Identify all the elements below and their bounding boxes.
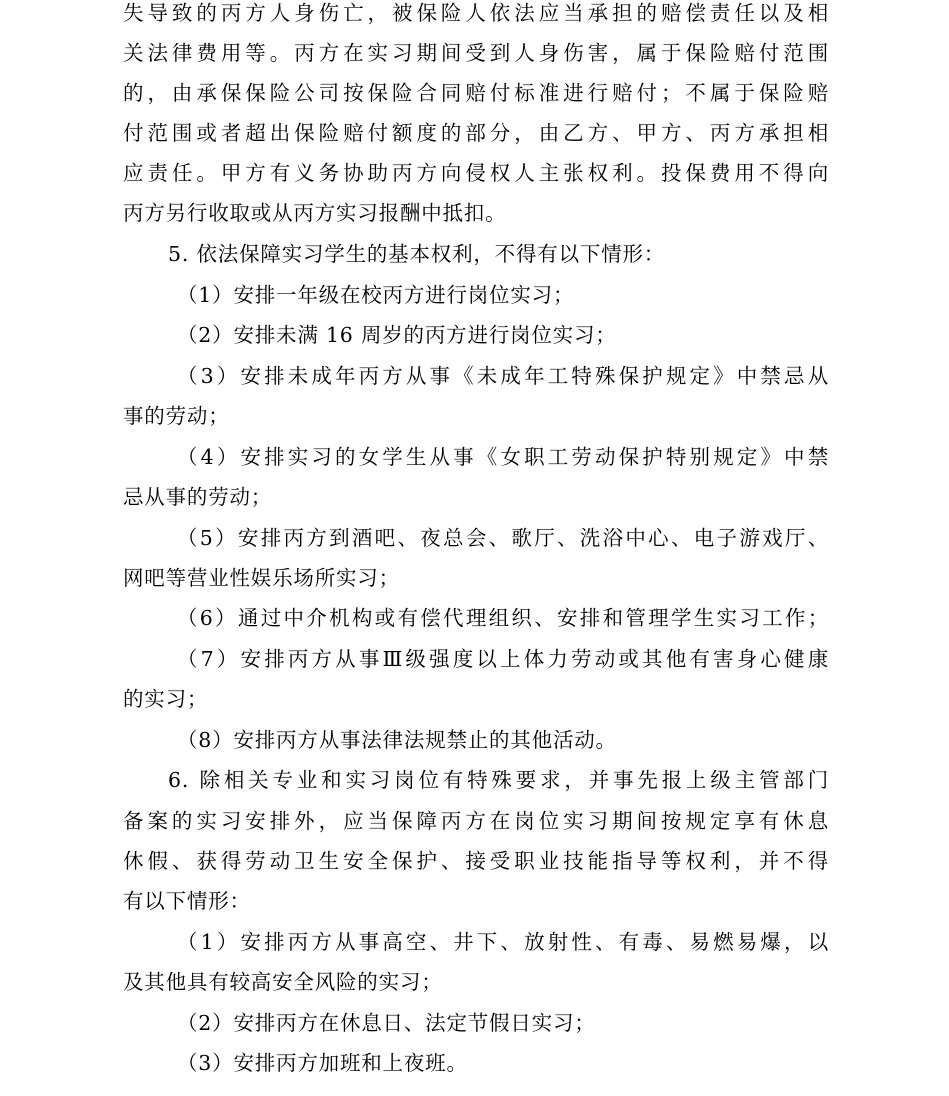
numbered-item-heading: 5. 依法保障实习学生的基本权利，不得有以下情形： xyxy=(168,242,666,266)
numbered-item-heading: 6. 除相关专业和实习岗位有特殊要求，并事先报上级主管部门 xyxy=(168,768,829,792)
text-line: 及其他具有较高安全风险的实习； xyxy=(123,970,443,994)
text-line: 备案的实习安排外，应当保障丙方在岗位实习期间按规定享有休息 xyxy=(123,809,829,833)
list-item: （2）安排丙方在休息日、法定节假日实习； xyxy=(177,1011,596,1035)
list-item: （2）安排未满 16 周岁的丙方进行岗位实习； xyxy=(177,323,617,347)
text-line: 事的劳动； xyxy=(123,404,230,428)
text-line: 有以下情形： xyxy=(123,889,251,913)
list-item: （3）安排未成年丙方从事《未成年工特殊保护规定》中禁忌从 xyxy=(177,364,829,388)
list-item: （3）安排丙方加班和上夜班。 xyxy=(177,1051,468,1075)
text-line: 网吧等营业性娱乐场所实习； xyxy=(123,566,400,590)
list-item: （7）安排丙方从事Ⅲ级强度以上体力劳动或其他有害身心健康 xyxy=(177,647,829,671)
text-line: 应责任。甲方有义务协助丙方向侵权人主张权利。投保费用不得向 xyxy=(123,161,829,185)
text-line: 付范围或者超出保险赔付额度的部分，由乙方、甲方、丙方承担相 xyxy=(123,121,829,145)
text-line: 关法律费用等。丙方在实习期间受到人身伤害，属于保险赔付范围 xyxy=(123,41,829,65)
text-line: 丙方另行收取或从丙方实习报酬中抵扣。 xyxy=(123,201,507,225)
text-line: 忌从事的劳动； xyxy=(123,485,273,509)
text-line: 的实习； xyxy=(123,687,209,711)
text-line: 的，由承保保险公司按保险合同赔付标准进行赔付；不属于保险赔 xyxy=(123,81,829,105)
list-item: （1）安排一年级在校丙方进行岗位实习； xyxy=(177,283,575,307)
list-item: （1）安排丙方从事高空、井下、放射性、有毒、易燃易爆，以 xyxy=(177,930,829,954)
list-item: （5）安排丙方到酒吧、夜总会、歌厅、洗浴中心、电子游戏厅、 xyxy=(177,526,829,550)
text-line: 失导致的丙方人身伤亡，被保险人依法应当承担的赔偿责任以及相 xyxy=(123,1,829,25)
list-item: （4）安排实习的女学生从事《女职工劳动保护特别规定》中禁 xyxy=(177,445,829,469)
list-item: （8）安排丙方从事法律法规禁止的其他活动。 xyxy=(177,728,617,752)
list-item: （6）通过中介机构或有偿代理组织、安排和管理学生实习工作； xyxy=(177,606,829,630)
text-line: 休假、获得劳动卫生安全保护、接受职业技能指导等权利，并不得 xyxy=(123,849,829,873)
